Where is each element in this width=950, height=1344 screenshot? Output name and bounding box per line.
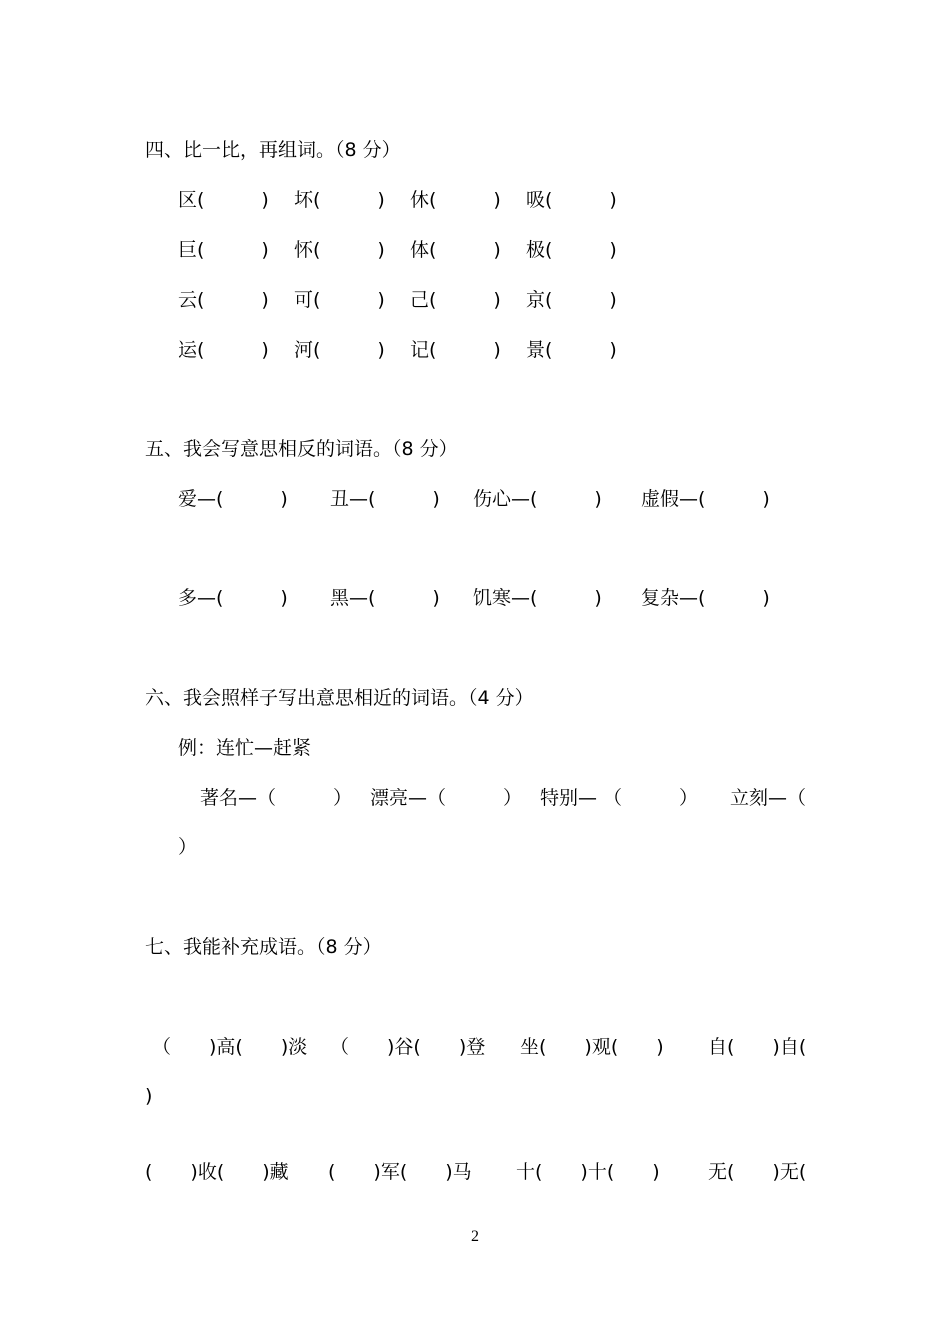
section-6-item: 立刻—（ bbox=[730, 787, 807, 809]
section-6-item: 漂亮—（ ） bbox=[370, 787, 523, 809]
section-4-item: 景( ) bbox=[526, 339, 617, 361]
section-5-item: 爱—( ) bbox=[178, 488, 288, 510]
section-7-heading: 七、我能补充成语。（8 分） bbox=[145, 936, 382, 958]
section-7-idiom: 无( )无( bbox=[708, 1161, 807, 1183]
section-4-item: 运( ) bbox=[178, 339, 269, 361]
section-6-example: 例：连忙—赶紧 bbox=[178, 737, 312, 759]
section-7-idiom: ( )军( )马 bbox=[328, 1161, 472, 1183]
section-4-item: 极( ) bbox=[526, 239, 617, 261]
section-6-heading: 六、我会照样子写出意思相近的词语。（4 分） bbox=[145, 687, 534, 709]
section-4-item: 记( ) bbox=[410, 339, 501, 361]
section-5-item: 丑—( ) bbox=[330, 488, 440, 510]
section-6-item: 著名—（ ） bbox=[200, 787, 353, 809]
section-7-idiom: ( )收( )藏 bbox=[145, 1161, 289, 1183]
section-6-item: 特别— （ ） bbox=[540, 787, 699, 809]
section-5-item: 黑—( ) bbox=[330, 587, 440, 609]
section-6-wrap: ） bbox=[178, 836, 198, 858]
section-4-item: 可( ) bbox=[294, 289, 385, 311]
section-4-item: 京( ) bbox=[526, 289, 617, 311]
section-7-idiom: （ )高( )淡 bbox=[152, 1036, 308, 1058]
section-7-wrap: ) bbox=[145, 1085, 153, 1107]
section-4-item: 河( ) bbox=[294, 339, 385, 361]
section-5-item: 伤心—( ) bbox=[473, 488, 602, 510]
section-4-item: 吸( ) bbox=[526, 189, 617, 211]
section-7-idiom: 自( )自( bbox=[708, 1036, 807, 1058]
section-5-heading: 五、我会写意思相反的词语。（8 分） bbox=[145, 438, 458, 460]
section-4-item: 区( ) bbox=[178, 189, 269, 211]
section-5-item: 虚假—( ) bbox=[641, 488, 770, 510]
section-5-item: 多—( ) bbox=[178, 587, 288, 609]
page-number: 2 bbox=[471, 1228, 479, 1245]
section-4-item: 云( ) bbox=[178, 289, 269, 311]
section-4-item: 坏( ) bbox=[294, 189, 385, 211]
section-4-item: 巨( ) bbox=[178, 239, 269, 261]
section-4-heading: 四、比一比，再组词。（8 分） bbox=[145, 139, 401, 161]
section-5-item: 复杂—( ) bbox=[641, 587, 770, 609]
section-7-idiom: 十( )十( ) bbox=[516, 1161, 660, 1183]
section-4-item: 己( ) bbox=[410, 289, 501, 311]
section-4-item: 体( ) bbox=[410, 239, 501, 261]
section-7-idiom: （ )谷( )登 bbox=[330, 1036, 486, 1058]
section-5-item: 饥寒—( ) bbox=[473, 587, 602, 609]
section-4-item: 休( ) bbox=[410, 189, 501, 211]
section-4-item: 怀( ) bbox=[294, 239, 385, 261]
section-7-idiom: 坐( )观( ) bbox=[520, 1036, 664, 1058]
